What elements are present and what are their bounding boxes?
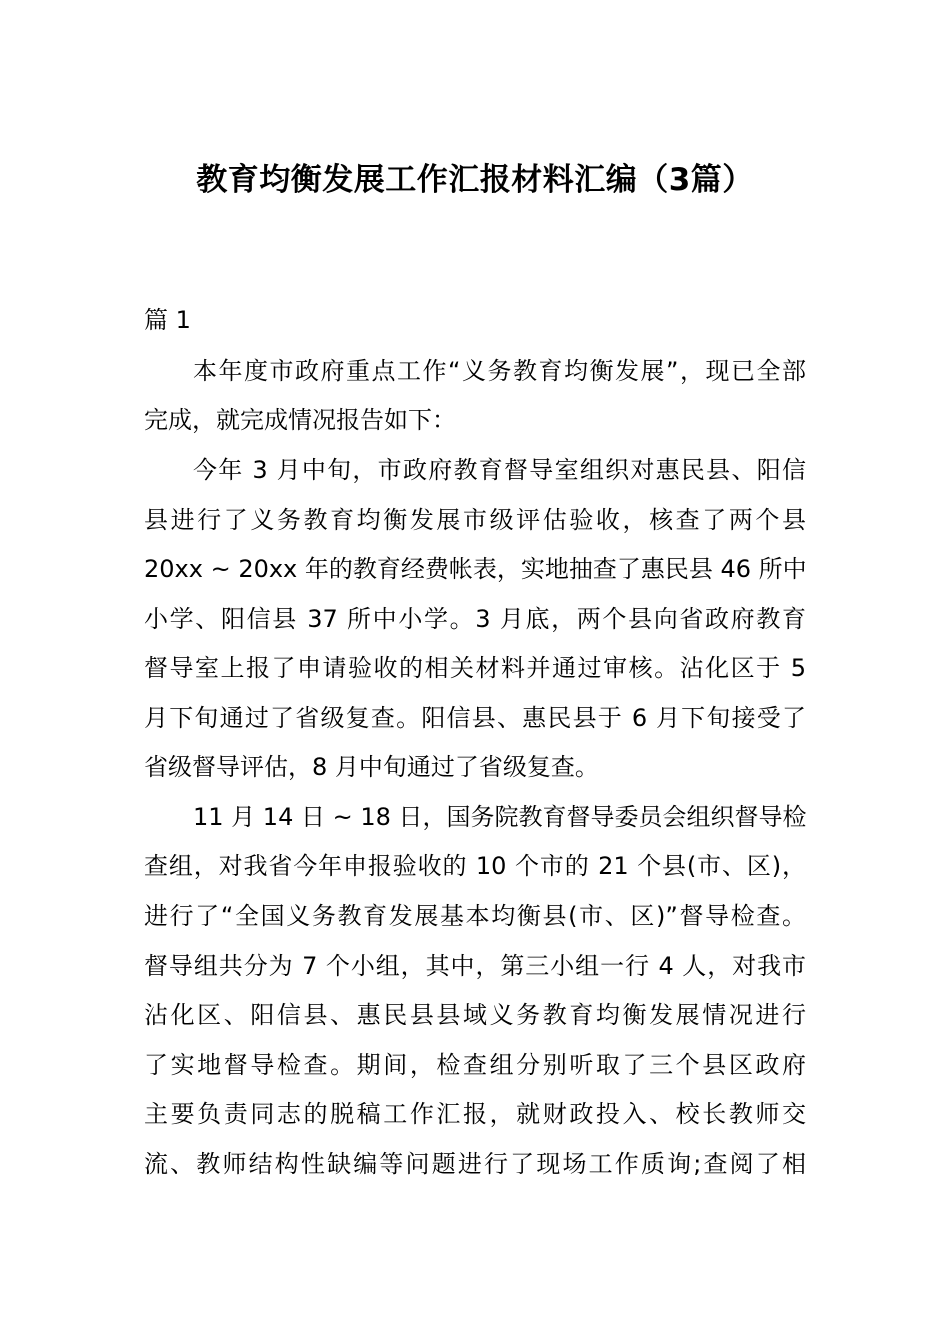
paragraph-line: 县进行了义务教育均衡发展市级评估验收，核查了两个县 (144, 506, 806, 534)
paragraph-line: 了实地督导检查。期间，检查组分别听取了三个县区政府 (144, 1051, 806, 1079)
paragraph-line: 督导组共分为 7 个小组，其中，第三小组一行 4 人，对我市 (144, 952, 806, 980)
paragraph-line: 完成，就完成情况报告如下： (144, 406, 456, 434)
paragraph-line: 20xx ~ 20xx 年的教育经费帐表，实地抽查了惠民县 46 所中 (144, 555, 807, 583)
paragraph-line: 月下旬通过了省级复查。阳信县、惠民县于 6 月下旬接受了 (144, 704, 806, 732)
paragraph-line: 查组，对我省今年申报验收的 10 个市的 21 个县(市、区)， (144, 852, 806, 880)
paragraph-line: 主要负责同志的脱稿工作汇报，就财政投入、校长教师交 (144, 1100, 806, 1128)
paragraph-line: 今年 3 月中旬，市政府教育督导室组织对惠民县、阳信 (193, 456, 806, 484)
paragraph-line: 11 月 14 日 ~ 18 日，国务院教育督导委员会组织督导检 (193, 803, 807, 831)
paragraph-line: 本年度市政府重点工作“义务教育均衡发展”，现已全部 (193, 357, 806, 385)
paragraph-line: 督导室上报了申请验收的相关材料并通过审核。沾化区于 5 (144, 654, 806, 682)
paragraph-line: 沾化区、阳信县、惠民县县域义务教育均衡发展情况进行 (144, 1001, 806, 1029)
paragraph-line: 流、教师结构性缺编等问题进行了现场工作质询;查阅了相 (144, 1150, 806, 1178)
document-title: 教育均衡发展工作汇报材料汇编（3篇） (196, 162, 754, 198)
paragraph-line: 省级督导评估，8 月中旬通过了省级复查。 (144, 753, 599, 781)
section-heading: 篇 1 (144, 306, 191, 334)
paragraph-line: 进行了“全国义务教育发展基本均衡县(市、区)”督导检查。 (144, 902, 806, 930)
paragraph-line: 小学、阳信县 37 所中小学。3 月底，两个县向省政府教育 (144, 605, 806, 633)
